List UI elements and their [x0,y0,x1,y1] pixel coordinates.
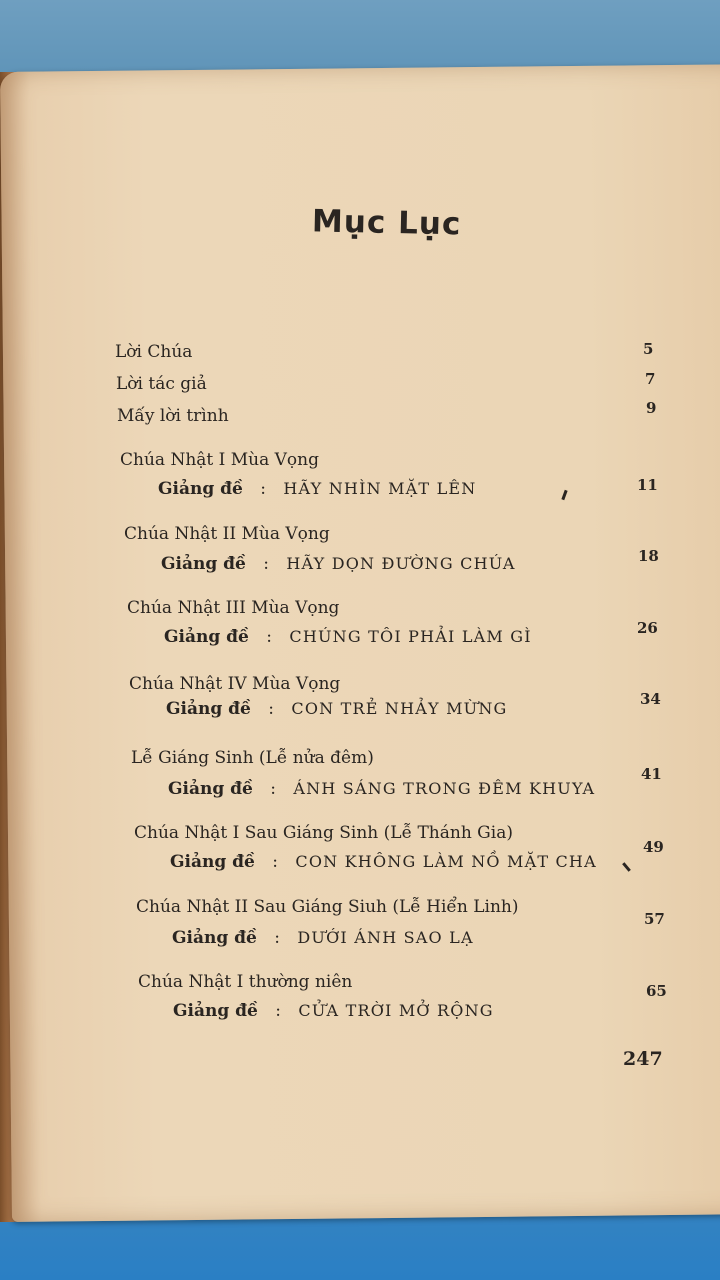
entry-theme: DƯỚI ÁNH SAO LẠ [297,928,474,947]
entry-theme: HÃY DỌN ĐƯỜNG CHÚA [286,554,516,573]
entry-page: 11 [637,476,658,494]
entry-heading: Chúa Nhật II Mùa Vọng [124,524,330,544]
entry-separator: : [268,699,274,719]
entry-label: Giảng đề [170,852,255,872]
front-matter-page: 5 [643,340,654,358]
entry-theme: CON KHÔNG LÀM NỒ MẶT CHA [295,852,597,871]
page-number: 247 [623,1048,663,1070]
entry-theme-line [173,1001,494,1021]
front-matter-title: Lời Chúa [115,342,193,362]
entry-heading: Chúa Nhật II Sau Giáng Siuh (Lễ Hiển Linh) [136,897,519,917]
entry-theme-line [172,928,474,948]
entry-separator: : [270,779,276,799]
entry-theme: ÁNH SÁNG TRONG ĐÊM KHUYA [293,779,596,798]
entry-heading: Chúa Nhật III Mùa Vọng [127,598,340,618]
entry-theme-line [168,779,595,799]
entry-theme: HÃY NHÌN MẶT LÊN [283,479,477,498]
entry-heading: Chúa Nhật I thường niên [138,972,353,992]
entry-theme-line [161,554,516,574]
entry-separator: : [274,928,280,948]
entry-theme-line [164,627,532,647]
front-matter-page: 9 [646,399,657,417]
entry-page: 26 [637,619,658,637]
entry-label: Giảng đề [173,1001,258,1021]
front-matter-page: 7 [645,370,656,388]
entry-separator: : [272,852,278,872]
entry-label: Giảng đề [168,779,253,799]
entry-page: 41 [641,765,662,783]
entry-heading: Chúa Nhật I Mùa Vọng [120,450,319,470]
entry-theme: CỬA TRỜI MỞ RỘNG [298,1001,494,1020]
entry-page: 49 [643,838,664,856]
entry-page: 18 [638,547,659,565]
entry-label: Giảng đề [158,479,243,499]
entry-page: 34 [640,690,661,708]
entry-label: Giảng đề [166,699,251,719]
entry-page: 65 [646,982,667,1000]
entry-label: Giảng đề [164,627,249,647]
entry-theme: CON TRẺ NHẢY MỪNG [291,699,508,718]
entry-theme: CHÚNG TÔI PHẢI LÀM GÌ [289,627,532,646]
entry-label: Giảng đề [161,554,246,574]
entry-heading: Chúa Nhật IV Mùa Vọng [129,674,341,694]
entry-theme-line [158,479,476,499]
page-title: Mục Lục [311,203,462,243]
front-matter-title: Mấy lời trình [117,406,229,426]
entry-page: 57 [644,910,665,928]
entry-separator: : [260,479,266,499]
entry-separator: : [275,1001,281,1021]
entry-heading: Lễ Giáng Sinh (Lễ nửa đêm) [131,748,374,768]
entry-separator: : [266,627,272,647]
front-matter-title: Lời tác giả [116,374,207,394]
entry-separator: : [263,554,269,574]
entry-label: Giảng đề [172,928,257,948]
entry-theme-line [170,852,597,872]
entry-heading: Chúa Nhật I Sau Giáng Sinh (Lễ Thánh Gia) [134,823,513,843]
entry-theme-line [166,699,508,719]
